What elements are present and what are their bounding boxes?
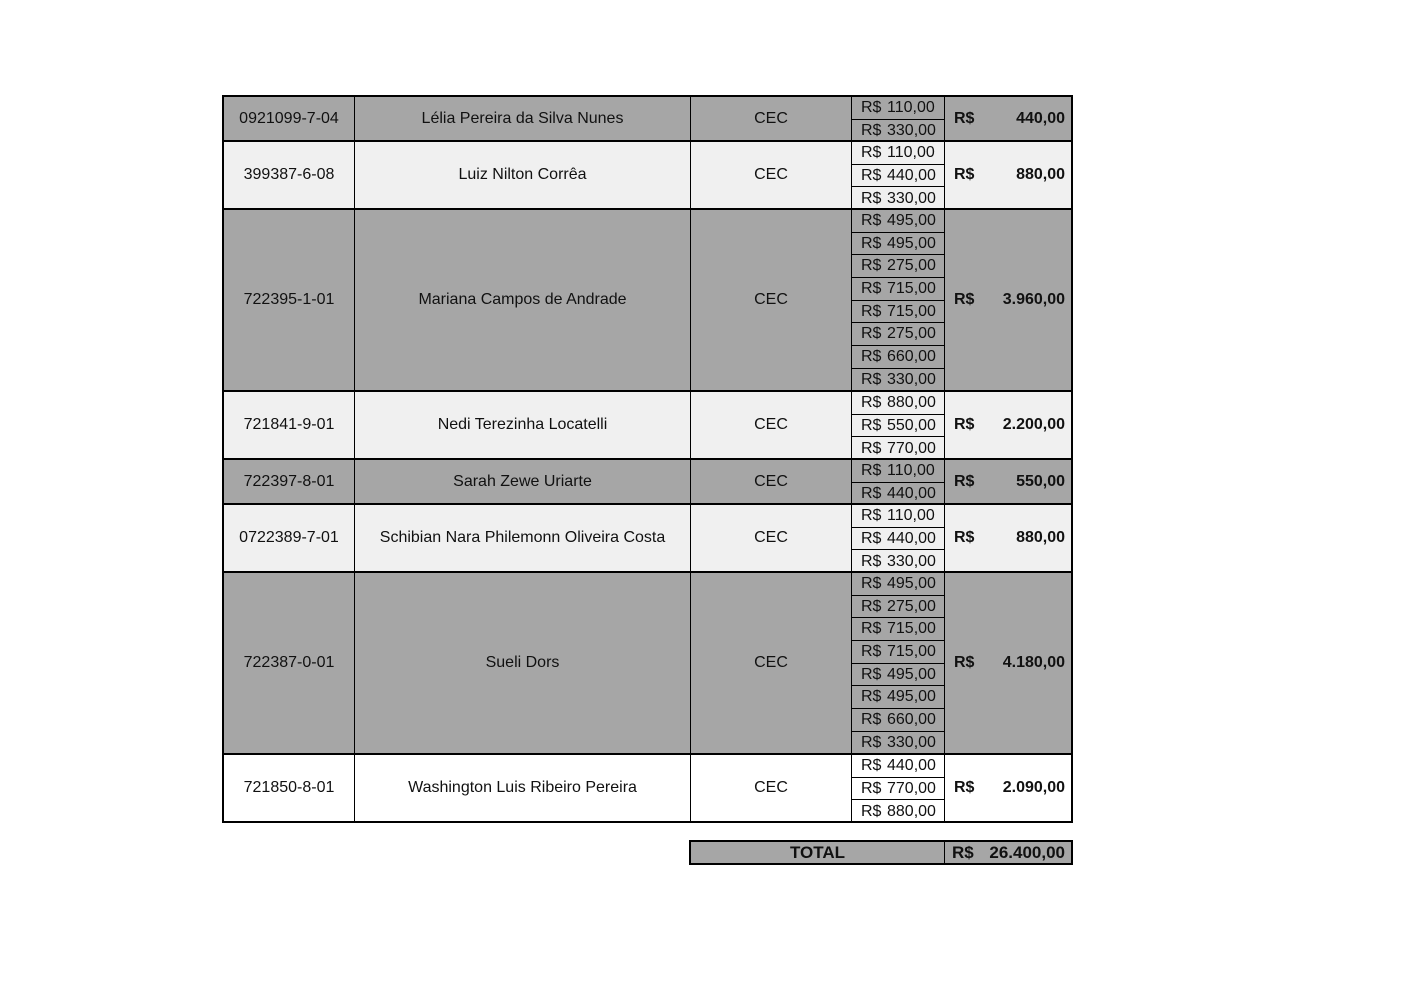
total-amount: 26.400,00	[989, 842, 1065, 862]
installment-amount: 440,00	[887, 485, 936, 503]
installment-value	[852, 369, 944, 392]
row-total-amount: 880,00	[1016, 529, 1065, 546]
installment-currency: R$	[861, 506, 882, 524]
installment-value	[852, 755, 944, 778]
installment-value	[852, 437, 944, 460]
category-cell: CEC	[691, 460, 852, 503]
installment-currency: R$	[861, 234, 882, 252]
account-id-cell: 399387-6-08	[224, 142, 355, 208]
installment-amount: 550,00	[887, 416, 936, 434]
installment-amount: 770,00	[887, 439, 936, 457]
installment-currency: R$	[861, 325, 882, 343]
row-total-amount: 880,00	[1016, 166, 1065, 183]
name-cell: Lélia Pereira da Silva Nunes	[355, 97, 691, 140]
account-id-cell: 0722389-7-01	[224, 505, 355, 571]
installment-value	[852, 573, 944, 596]
installment-value	[852, 596, 944, 619]
installment-value	[852, 392, 944, 415]
installment-amount: 495,00	[887, 665, 936, 683]
row-total-cell	[945, 573, 1071, 753]
total-value	[944, 842, 1071, 863]
total-label: TOTAL	[691, 842, 945, 863]
installment-amount: 275,00	[887, 325, 936, 343]
installment-currency: R$	[861, 143, 882, 161]
installment-value	[852, 187, 944, 210]
installment-value	[852, 528, 944, 551]
installment-currency: R$	[861, 688, 882, 706]
installment-amount: 110,00	[887, 98, 935, 116]
installment-value	[852, 210, 944, 233]
installment-amount: 660,00	[887, 710, 936, 728]
installment-value	[852, 255, 944, 278]
installment-currency: R$	[861, 122, 882, 140]
installment-value	[852, 460, 944, 483]
installment-amount: 110,00	[887, 461, 935, 479]
table-row	[222, 95, 1073, 142]
installment-value	[852, 641, 944, 664]
installment-currency: R$	[861, 779, 882, 797]
category-cell: CEC	[691, 97, 852, 140]
category-cell: CEC	[691, 392, 852, 458]
installment-value	[852, 346, 944, 369]
installment-currency: R$	[861, 257, 882, 275]
name-cell: Nedi Terezinha Locatelli	[355, 392, 691, 458]
installment-amount: 660,00	[887, 347, 936, 365]
installment-amount: 495,00	[887, 211, 936, 229]
installment-value	[852, 664, 944, 687]
installment-currency: R$	[861, 642, 882, 660]
name-cell: Sueli Dors	[355, 573, 691, 753]
installment-value	[852, 120, 944, 143]
table-row	[222, 208, 1073, 392]
installment-amount: 495,00	[887, 234, 936, 252]
row-total-cell	[945, 210, 1071, 390]
installments-cell	[852, 573, 945, 753]
row-total-amount: 2.090,00	[1002, 779, 1065, 796]
installment-currency: R$	[861, 416, 882, 434]
installment-value	[852, 732, 944, 755]
account-id-cell: 721850-8-01	[224, 755, 355, 821]
installment-value	[852, 415, 944, 438]
row-total-currency: R$	[954, 416, 975, 433]
installment-currency: R$	[861, 574, 882, 592]
row-total-cell	[945, 142, 1071, 208]
installment-currency: R$	[861, 347, 882, 365]
installment-value	[852, 618, 944, 641]
row-total-cell	[945, 392, 1071, 458]
total-currency: R$	[952, 842, 974, 862]
installment-currency: R$	[861, 166, 882, 184]
installment-amount: 110,00	[887, 506, 935, 524]
installment-value	[852, 142, 944, 165]
installment-amount: 440,00	[887, 756, 936, 774]
category-cell: CEC	[691, 755, 852, 821]
installment-value	[852, 686, 944, 709]
installment-value	[852, 778, 944, 801]
row-total-currency: R$	[954, 166, 975, 183]
account-id-cell: 721841-9-01	[224, 392, 355, 458]
installment-amount: 275,00	[887, 257, 936, 275]
row-total-currency: R$	[954, 779, 975, 796]
installment-amount: 715,00	[887, 642, 936, 660]
installment-value	[852, 800, 944, 823]
row-total-amount: 2.200,00	[1002, 416, 1065, 433]
row-total-currency: R$	[954, 291, 975, 308]
installment-value	[852, 165, 944, 188]
row-total-currency: R$	[954, 654, 975, 671]
installment-amount: 330,00	[887, 371, 936, 389]
row-total-amount: 550,00	[1016, 472, 1065, 490]
row-total-cell	[945, 460, 1071, 503]
table-row	[222, 390, 1073, 460]
installment-currency: R$	[861, 461, 882, 479]
installment-currency: R$	[861, 211, 882, 229]
installment-value	[852, 233, 944, 256]
installment-value	[852, 505, 944, 528]
installment-value	[852, 278, 944, 301]
installment-currency: R$	[861, 597, 882, 615]
installment-currency: R$	[861, 439, 882, 457]
row-total-amount: 4.180,00	[1002, 654, 1065, 671]
installment-value	[852, 301, 944, 324]
installment-amount: 110,00	[887, 143, 935, 161]
grand-total-row	[689, 840, 1073, 865]
table-row	[222, 753, 1073, 823]
installment-amount: 330,00	[887, 734, 936, 752]
installment-currency: R$	[861, 756, 882, 774]
installments-cell	[852, 755, 945, 821]
category-cell: CEC	[691, 505, 852, 571]
installment-value	[852, 709, 944, 732]
row-total-currency: R$	[954, 472, 975, 490]
account-id-cell: 722387-0-01	[224, 573, 355, 753]
installment-currency: R$	[861, 371, 882, 389]
installment-currency: R$	[861, 620, 882, 638]
row-total-cell	[945, 505, 1071, 571]
installments-cell	[852, 505, 945, 571]
name-cell: Washington Luis Ribeiro Pereira	[355, 755, 691, 821]
installment-amount: 330,00	[887, 189, 936, 207]
installment-value	[852, 550, 944, 573]
name-cell: Sarah Zewe Uriarte	[355, 460, 691, 503]
installment-currency: R$	[861, 734, 882, 752]
installment-value	[852, 97, 944, 120]
installments-cell	[852, 97, 945, 140]
installment-currency: R$	[861, 302, 882, 320]
installment-currency: R$	[861, 552, 882, 570]
category-cell: CEC	[691, 142, 852, 208]
installment-currency: R$	[861, 98, 882, 116]
row-total-cell	[945, 755, 1071, 821]
row-total-currency: R$	[954, 109, 975, 127]
category-cell: CEC	[691, 210, 852, 390]
installments-cell	[852, 210, 945, 390]
table-row	[222, 458, 1073, 505]
row-total-cell	[945, 97, 1071, 140]
table-row	[222, 503, 1073, 573]
category-cell: CEC	[691, 573, 852, 753]
installment-amount: 880,00	[887, 393, 936, 411]
installment-amount: 715,00	[887, 620, 936, 638]
account-id-cell: 722395-1-01	[224, 210, 355, 390]
account-id-cell: 722397-8-01	[224, 460, 355, 503]
installment-amount: 880,00	[887, 802, 936, 820]
installments-cell	[852, 392, 945, 458]
row-total-currency: R$	[954, 529, 975, 546]
installment-currency: R$	[861, 279, 882, 297]
installment-amount: 440,00	[887, 529, 936, 547]
installment-value	[852, 483, 944, 506]
row-total-amount: 3.960,00	[1002, 291, 1065, 308]
installment-currency: R$	[861, 529, 882, 547]
row-total-amount: 440,00	[1016, 109, 1065, 127]
installment-currency: R$	[861, 665, 882, 683]
installment-amount: 715,00	[887, 302, 936, 320]
name-cell: Mariana Campos de Andrade	[355, 210, 691, 390]
installment-amount: 275,00	[887, 597, 936, 615]
installment-currency: R$	[861, 710, 882, 728]
installments-cell	[852, 460, 945, 503]
name-cell: Schibian Nara Philemonn Oliveira Costa	[355, 505, 691, 571]
table-row	[222, 571, 1073, 755]
account-id-cell: 0921099-7-04	[224, 97, 355, 140]
installment-amount: 330,00	[887, 122, 936, 140]
name-cell: Luiz Nilton Corrêa	[355, 142, 691, 208]
table-row	[222, 140, 1073, 210]
installment-currency: R$	[861, 393, 882, 411]
installment-amount: 715,00	[887, 279, 936, 297]
installment-amount: 495,00	[887, 574, 936, 592]
installment-currency: R$	[861, 802, 882, 820]
installment-value	[852, 323, 944, 346]
installment-amount: 770,00	[887, 779, 936, 797]
installment-currency: R$	[861, 189, 882, 207]
installments-cell	[852, 142, 945, 208]
installment-amount: 330,00	[887, 552, 936, 570]
installment-amount: 440,00	[887, 166, 936, 184]
installment-amount: 495,00	[887, 688, 936, 706]
installment-currency: R$	[861, 485, 882, 503]
